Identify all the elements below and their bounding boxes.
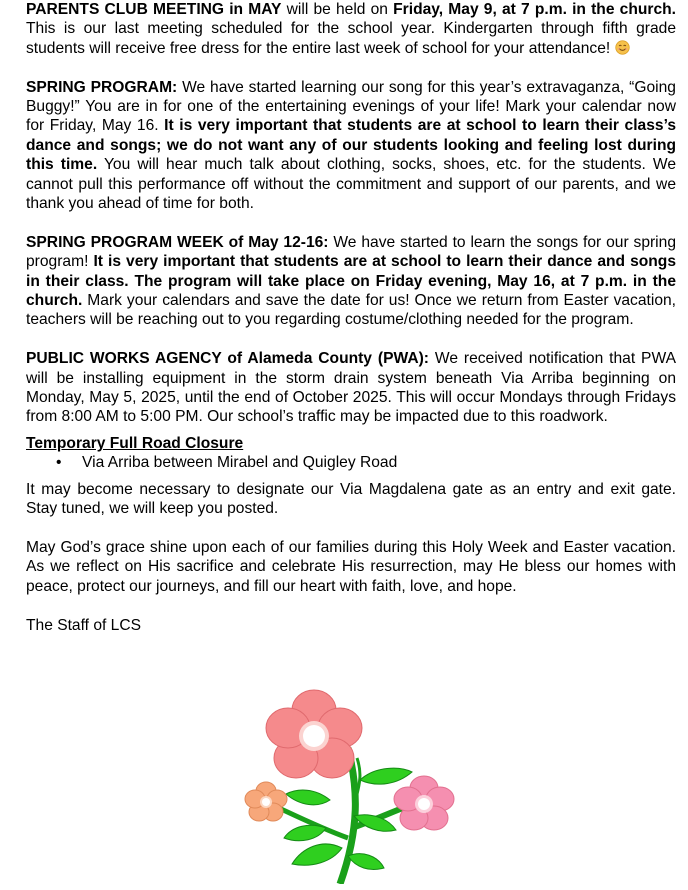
- road-closure-heading: Temporary Full Road Closure: [26, 434, 244, 452]
- spring-program-week-emphasis: It is very important that students are at school to learn their dance and songs in their class. The program will take place on Friday evening, May 16, at 7 p.m. in the church.: [26, 253, 676, 310]
- spring-program-heading: SPRING PROGRAM:: [26, 78, 178, 96]
- pwa-text: We received notification that PWA will be installing equipment in the storm drain system beneath Via Arriba beginning on Monday, May 5, 2025, until the end of October 2025. This will occur Mondays through Fridays from 8:00 AM to 5:00 PM. Our school’s traffic may be impacted due to this roadwork.: [26, 350, 677, 426]
- bullet-icon: •: [56, 454, 62, 472]
- spring-program-emphasis: It is very important that students are at school to learn their class’s dance and songs; we do not want any of our students looking and feeling lost during this time.: [26, 117, 676, 174]
- pwa-heading: PUBLIC WORKS AGENCY of Alameda County (PWA):: [26, 350, 429, 368]
- spring-program-week-text-2: Mark your calendars and save the date for us! Once we return from Easter vacation, teachers will be reaching out to you regarding costume/clothing needed for the program.: [26, 292, 676, 329]
- smiling-face-icon: [615, 40, 630, 55]
- spring-program-week-heading: SPRING PROGRAM WEEK of May 12-16:: [26, 233, 329, 251]
- newsletter-body: [26, 0, 676, 635]
- parents-club-heading: PARENTS CLUB MEETING in MAY: [26, 1, 282, 18]
- flower-illustration: [230, 688, 470, 884]
- parents-club-paragraph: [26, 0, 676, 58]
- signature: The Staff of LCS: [26, 616, 141, 634]
- spring-program-week-text-1: We have started to learn the songs for our spring program!: [26, 233, 676, 271]
- flower-icon: [230, 688, 470, 884]
- parents-club-text-2: This is our last meeting scheduled for the school year. Kindergarten through fifth grade students will receive free dress for the entire last week of school for your attendance!: [26, 20, 676, 57]
- parents-club-date: Friday, May 9, at 7 p.m. in the church.: [393, 1, 676, 18]
- road-closure-item: [26, 453, 676, 472]
- parents-club-text-1: will be held on: [281, 1, 394, 18]
- spring-program-paragraph: [26, 78, 676, 214]
- pwa-paragraph: [26, 349, 676, 427]
- blessing-paragraph: May God’s grace shine upon each of our families during this Holy Week and Easter vacation. As we reflect on His sacrifice and celebrate His resurrection, may He bless our homes with peace, protect our journeys, and fill our heart with faith, love, and hope.: [26, 538, 676, 595]
- spring-program-text-1: We have started learning our song for this year’s extravaganza, “Going Buggy!” You are in for one of the entertaining evenings of your life! Mark your calendar now for Friday, May 16.: [26, 78, 676, 135]
- road-closure-item-text: Via Arriba between Mirabel and Quigley Road: [82, 454, 398, 472]
- gate-paragraph: It may become necessary to designate our Via Magdalena gate as an entry and exit gate. Stay tuned, we will keep you posted.: [26, 480, 676, 518]
- spring-program-week-paragraph: [26, 233, 676, 330]
- spring-program-text-2: You will hear much talk about clothing, socks, shoes, etc. for the students. We cannot pull this performance off without the commitment and support of our parents, and we thank you ahead of time for both.: [26, 156, 676, 213]
